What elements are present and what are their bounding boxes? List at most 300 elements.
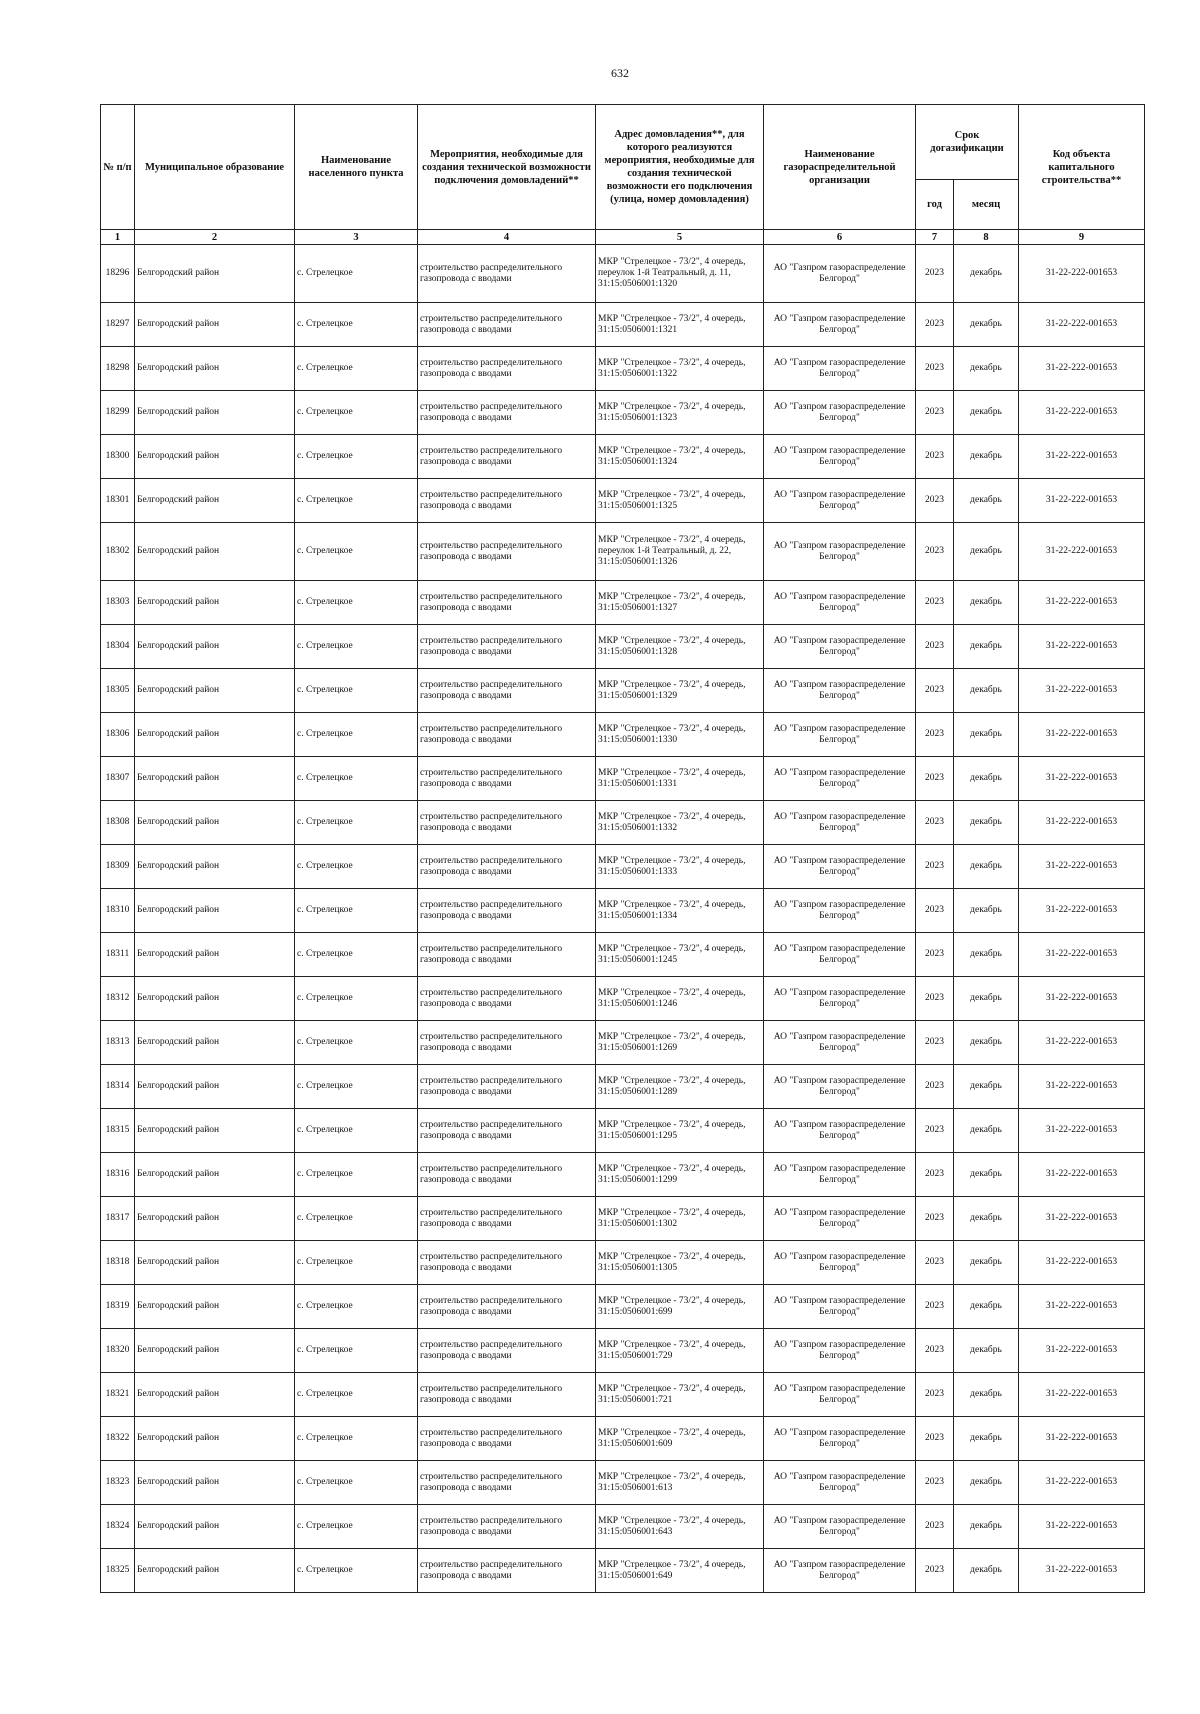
- measures-cell: строительство распределительного газопровода с вводами: [418, 245, 596, 303]
- address-cell: МКР "Стрелецкое - 73/2", 4 очередь, 31:15:0506001:1329: [596, 669, 764, 713]
- measures-cell: строительство распределительного газопровода с вводами: [418, 1505, 596, 1549]
- header-month: месяц: [954, 180, 1019, 230]
- year-cell: 2023: [916, 801, 954, 845]
- address-cell: МКР "Стрелецкое - 73/2", 4 очередь, 31:15:0506001:1246: [596, 977, 764, 1021]
- municipality-cell: Белгородский район: [135, 669, 295, 713]
- address-cell: МКР "Стрелецкое - 73/2", 4 очередь, переулок 1-й Театральный, д. 11, 31:15:0506001:1320: [596, 245, 764, 303]
- row-number: 18318: [101, 1241, 135, 1285]
- measures-cell: строительство распределительного газопровода с вводами: [418, 1549, 596, 1593]
- organization-cell: АО "Газпром газораспределение Белгород": [764, 1373, 916, 1417]
- address-cell: МКР "Стрелецкое - 73/2", 4 очередь, 31:15:0506001:729: [596, 1329, 764, 1373]
- organization-cell: АО "Газпром газораспределение Белгород": [764, 303, 916, 347]
- address-cell: МКР "Стрелецкое - 73/2", 4 очередь, 31:15:0506001:1305: [596, 1241, 764, 1285]
- month-cell: декабрь: [954, 391, 1019, 435]
- table-row: [101, 1373, 1145, 1417]
- month-cell: декабрь: [954, 801, 1019, 845]
- month-cell: декабрь: [954, 1241, 1019, 1285]
- measures-cell: строительство распределительного газопровода с вводами: [418, 757, 596, 801]
- municipality-cell: Белгородский район: [135, 757, 295, 801]
- column-number: 2: [135, 230, 295, 245]
- organization-cell: АО "Газпром газораспределение Белгород": [764, 245, 916, 303]
- year-cell: 2023: [916, 1241, 954, 1285]
- table-row: [101, 1065, 1145, 1109]
- municipality-cell: Белгородский район: [135, 1109, 295, 1153]
- organization-cell: АО "Газпром газораспределение Белгород": [764, 1065, 916, 1109]
- organization-cell: АО "Газпром газораспределение Белгород": [764, 347, 916, 391]
- address-cell: МКР "Стрелецкое - 73/2", 4 очередь, 31:15:0506001:1334: [596, 889, 764, 933]
- header-address: Адрес домовладения**, для которого реализуются мероприятия, необходимые для создания технической возможности его подключения (улица, номер домовладения): [596, 105, 764, 230]
- row-number: 18296: [101, 245, 135, 303]
- month-cell: декабрь: [954, 1153, 1019, 1197]
- municipality-cell: Белгородский район: [135, 1373, 295, 1417]
- code-cell: 31-22-222-001653: [1019, 669, 1145, 713]
- row-number: 18324: [101, 1505, 135, 1549]
- table-row: [101, 977, 1145, 1021]
- measures-cell: строительство распределительного газопровода с вводами: [418, 1461, 596, 1505]
- table-row: [101, 581, 1145, 625]
- code-cell: 31-22-222-001653: [1019, 713, 1145, 757]
- address-cell: МКР "Стрелецкое - 73/2", 4 очередь, 31:15:0506001:1289: [596, 1065, 764, 1109]
- organization-cell: АО "Газпром газораспределение Белгород": [764, 1417, 916, 1461]
- address-cell: МКР "Стрелецкое - 73/2", 4 очередь, 31:15:0506001:1324: [596, 435, 764, 479]
- code-cell: 31-22-222-001653: [1019, 1109, 1145, 1153]
- settlement-cell: с. Стрелецкое: [295, 1417, 418, 1461]
- code-cell: 31-22-222-001653: [1019, 1153, 1145, 1197]
- year-cell: 2023: [916, 845, 954, 889]
- address-cell: МКР "Стрелецкое - 73/2", 4 очередь, 31:15:0506001:1299: [596, 1153, 764, 1197]
- organization-cell: АО "Газпром газораспределение Белгород": [764, 1197, 916, 1241]
- table-body: [101, 245, 1145, 1593]
- settlement-cell: с. Стрелецкое: [295, 1373, 418, 1417]
- row-number: 18325: [101, 1549, 135, 1593]
- municipality-cell: Белгородский район: [135, 391, 295, 435]
- row-number: 18307: [101, 757, 135, 801]
- municipality-cell: Белгородский район: [135, 303, 295, 347]
- settlement-cell: с. Стрелецкое: [295, 1241, 418, 1285]
- table-row: [101, 669, 1145, 713]
- table-row: [101, 435, 1145, 479]
- address-cell: МКР "Стрелецкое - 73/2", 4 очередь, 31:15:0506001:1325: [596, 479, 764, 523]
- organization-cell: АО "Газпром газораспределение Белгород": [764, 933, 916, 977]
- table-row: [101, 713, 1145, 757]
- settlement-cell: с. Стрелецкое: [295, 1549, 418, 1593]
- month-cell: декабрь: [954, 669, 1019, 713]
- address-cell: МКР "Стрелецкое - 73/2", 4 очередь, переулок 1-й Театральный, д. 22, 31:15:0506001:1326: [596, 523, 764, 581]
- month-cell: декабрь: [954, 1109, 1019, 1153]
- table-row: [101, 1109, 1145, 1153]
- measures-cell: строительство распределительного газопровода с вводами: [418, 1285, 596, 1329]
- year-cell: 2023: [916, 1109, 954, 1153]
- address-cell: МКР "Стрелецкое - 73/2", 4 очередь, 31:15:0506001:699: [596, 1285, 764, 1329]
- address-cell: МКР "Стрелецкое - 73/2", 4 очередь, 31:15:0506001:1331: [596, 757, 764, 801]
- table-row: [101, 1549, 1145, 1593]
- settlement-cell: с. Стрелецкое: [295, 523, 418, 581]
- organization-cell: АО "Газпром газораспределение Белгород": [764, 1109, 916, 1153]
- table-row: [101, 757, 1145, 801]
- municipality-cell: Белгородский район: [135, 245, 295, 303]
- year-cell: 2023: [916, 1329, 954, 1373]
- address-cell: МКР "Стрелецкое - 73/2", 4 очередь, 31:15:0506001:609: [596, 1417, 764, 1461]
- row-number: 18299: [101, 391, 135, 435]
- column-number: 8: [954, 230, 1019, 245]
- row-number: 18315: [101, 1109, 135, 1153]
- row-number: 18321: [101, 1373, 135, 1417]
- table-row: [101, 391, 1145, 435]
- code-cell: 31-22-222-001653: [1019, 845, 1145, 889]
- municipality-cell: Белгородский район: [135, 1329, 295, 1373]
- year-cell: 2023: [916, 1197, 954, 1241]
- row-number: 18311: [101, 933, 135, 977]
- code-cell: 31-22-222-001653: [1019, 757, 1145, 801]
- address-cell: МКР "Стрелецкое - 73/2", 4 очередь, 31:15:0506001:649: [596, 1549, 764, 1593]
- organization-cell: АО "Газпром газораспределение Белгород": [764, 1153, 916, 1197]
- settlement-cell: с. Стрелецкое: [295, 479, 418, 523]
- measures-cell: строительство распределительного газопровода с вводами: [418, 713, 596, 757]
- measures-cell: строительство распределительного газопровода с вводами: [418, 347, 596, 391]
- month-cell: декабрь: [954, 1065, 1019, 1109]
- row-number: 18316: [101, 1153, 135, 1197]
- code-cell: 31-22-222-001653: [1019, 933, 1145, 977]
- municipality-cell: Белгородский район: [135, 1549, 295, 1593]
- settlement-cell: с. Стрелецкое: [295, 347, 418, 391]
- measures-cell: строительство распределительного газопровода с вводами: [418, 1417, 596, 1461]
- row-number: 18317: [101, 1197, 135, 1241]
- row-number: 18314: [101, 1065, 135, 1109]
- organization-cell: АО "Газпром газораспределение Белгород": [764, 1329, 916, 1373]
- header-measures: Мероприятия, необходимые для создания технической возможности подключения домовладений**: [418, 105, 596, 230]
- table-row: [101, 523, 1145, 581]
- settlement-cell: с. Стрелецкое: [295, 1461, 418, 1505]
- code-cell: 31-22-222-001653: [1019, 625, 1145, 669]
- organization-cell: АО "Газпром газораспределение Белгород": [764, 1241, 916, 1285]
- settlement-cell: с. Стрелецкое: [295, 845, 418, 889]
- header-organization: Наименование газораспределительной организации: [764, 105, 916, 230]
- code-cell: 31-22-222-001653: [1019, 1417, 1145, 1461]
- settlement-cell: с. Стрелецкое: [295, 581, 418, 625]
- settlement-cell: с. Стрелецкое: [295, 391, 418, 435]
- header-year: год: [916, 180, 954, 230]
- organization-cell: АО "Газпром газораспределение Белгород": [764, 581, 916, 625]
- municipality-cell: Белгородский район: [135, 435, 295, 479]
- municipality-cell: Белгородский район: [135, 1417, 295, 1461]
- year-cell: 2023: [916, 625, 954, 669]
- code-cell: 31-22-222-001653: [1019, 1285, 1145, 1329]
- year-cell: 2023: [916, 757, 954, 801]
- measures-cell: строительство распределительного газопровода с вводами: [418, 845, 596, 889]
- address-cell: МКР "Стрелецкое - 73/2", 4 очередь, 31:15:0506001:1330: [596, 713, 764, 757]
- table-row: [101, 1417, 1145, 1461]
- organization-cell: АО "Газпром газораспределение Белгород": [764, 1285, 916, 1329]
- table-row: [101, 625, 1145, 669]
- month-cell: декабрь: [954, 625, 1019, 669]
- year-cell: 2023: [916, 669, 954, 713]
- row-number: 18303: [101, 581, 135, 625]
- year-cell: 2023: [916, 713, 954, 757]
- address-cell: МКР "Стрелецкое - 73/2", 4 очередь, 31:15:0506001:1321: [596, 303, 764, 347]
- row-number: 18304: [101, 625, 135, 669]
- settlement-cell: с. Стрелецкое: [295, 1109, 418, 1153]
- month-cell: декабрь: [954, 303, 1019, 347]
- code-cell: 31-22-222-001653: [1019, 581, 1145, 625]
- month-cell: декабрь: [954, 1197, 1019, 1241]
- measures-cell: строительство распределительного газопровода с вводами: [418, 933, 596, 977]
- page-number: 632: [611, 66, 629, 80]
- year-cell: 2023: [916, 1461, 954, 1505]
- row-number: 18300: [101, 435, 135, 479]
- table-row: [101, 1021, 1145, 1065]
- settlement-cell: с. Стрелецкое: [295, 713, 418, 757]
- municipality-cell: Белгородский район: [135, 523, 295, 581]
- measures-cell: строительство распределительного газопровода с вводами: [418, 1329, 596, 1373]
- month-cell: декабрь: [954, 845, 1019, 889]
- municipality-cell: Белгородский район: [135, 1197, 295, 1241]
- organization-cell: АО "Газпром газораспределение Белгород": [764, 1505, 916, 1549]
- month-cell: декабрь: [954, 1021, 1019, 1065]
- header-municipality: Муниципальное образование: [135, 105, 295, 230]
- code-cell: 31-22-222-001653: [1019, 1065, 1145, 1109]
- month-cell: декабрь: [954, 889, 1019, 933]
- measures-cell: строительство распределительного газопровода с вводами: [418, 523, 596, 581]
- table-row: [101, 303, 1145, 347]
- row-number: 18312: [101, 977, 135, 1021]
- year-cell: 2023: [916, 1417, 954, 1461]
- measures-cell: строительство распределительного газопровода с вводами: [418, 1109, 596, 1153]
- table-row: [101, 1153, 1145, 1197]
- settlement-cell: с. Стрелецкое: [295, 625, 418, 669]
- settlement-cell: с. Стрелецкое: [295, 1021, 418, 1065]
- municipality-cell: Белгородский район: [135, 845, 295, 889]
- column-numbers-row: [101, 230, 1145, 245]
- organization-cell: АО "Газпром газораспределение Белгород": [764, 889, 916, 933]
- municipality-cell: Белгородский район: [135, 1021, 295, 1065]
- code-cell: 31-22-222-001653: [1019, 347, 1145, 391]
- year-cell: 2023: [916, 1285, 954, 1329]
- organization-cell: АО "Газпром газораспределение Белгород": [764, 801, 916, 845]
- column-number: 1: [101, 230, 135, 245]
- month-cell: декабрь: [954, 757, 1019, 801]
- code-cell: 31-22-222-001653: [1019, 1329, 1145, 1373]
- settlement-cell: с. Стрелецкое: [295, 435, 418, 479]
- table-row: [101, 933, 1145, 977]
- table-row: [101, 245, 1145, 303]
- row-number: 18302: [101, 523, 135, 581]
- settlement-cell: с. Стрелецкое: [295, 1329, 418, 1373]
- gasification-table: [100, 104, 1145, 1593]
- code-cell: 31-22-222-001653: [1019, 1021, 1145, 1065]
- address-cell: МКР "Стрелецкое - 73/2", 4 очередь, 31:15:0506001:643: [596, 1505, 764, 1549]
- month-cell: декабрь: [954, 1505, 1019, 1549]
- month-cell: декабрь: [954, 347, 1019, 391]
- address-cell: МКР "Стрелецкое - 73/2", 4 очередь, 31:15:0506001:1322: [596, 347, 764, 391]
- year-cell: 2023: [916, 245, 954, 303]
- municipality-cell: Белгородский район: [135, 581, 295, 625]
- organization-cell: АО "Газпром газораспределение Белгород": [764, 1021, 916, 1065]
- row-number: 18297: [101, 303, 135, 347]
- address-cell: МКР "Стрелецкое - 73/2", 4 очередь, 31:15:0506001:1245: [596, 933, 764, 977]
- column-number: 4: [418, 230, 596, 245]
- settlement-cell: с. Стрелецкое: [295, 1197, 418, 1241]
- row-number: 18310: [101, 889, 135, 933]
- settlement-cell: с. Стрелецкое: [295, 757, 418, 801]
- year-cell: 2023: [916, 1153, 954, 1197]
- address-cell: МКР "Стрелецкое - 73/2", 4 очередь, 31:15:0506001:1327: [596, 581, 764, 625]
- year-cell: 2023: [916, 977, 954, 1021]
- year-cell: 2023: [916, 523, 954, 581]
- measures-cell: строительство распределительного газопровода с вводами: [418, 1241, 596, 1285]
- address-cell: МКР "Стрелецкое - 73/2", 4 очередь, 31:15:0506001:1295: [596, 1109, 764, 1153]
- measures-cell: строительство распределительного газопровода с вводами: [418, 801, 596, 845]
- table-row: [101, 1505, 1145, 1549]
- organization-cell: АО "Газпром газораспределение Белгород": [764, 391, 916, 435]
- column-number: 7: [916, 230, 954, 245]
- organization-cell: АО "Газпром газораспределение Белгород": [764, 757, 916, 801]
- year-cell: 2023: [916, 1549, 954, 1593]
- measures-cell: строительство распределительного газопровода с вводами: [418, 581, 596, 625]
- row-number: 18308: [101, 801, 135, 845]
- address-cell: МКР "Стрелецкое - 73/2", 4 очередь, 31:15:0506001:1269: [596, 1021, 764, 1065]
- code-cell: 31-22-222-001653: [1019, 889, 1145, 933]
- year-cell: 2023: [916, 479, 954, 523]
- measures-cell: строительство распределительного газопровода с вводами: [418, 1373, 596, 1417]
- table-row: [101, 1285, 1145, 1329]
- organization-cell: АО "Газпром газораспределение Белгород": [764, 1461, 916, 1505]
- measures-cell: строительство распределительного газопровода с вводами: [418, 625, 596, 669]
- code-cell: 31-22-222-001653: [1019, 435, 1145, 479]
- month-cell: декабрь: [954, 1373, 1019, 1417]
- organization-cell: АО "Газпром газораспределение Белгород": [764, 523, 916, 581]
- row-number: 18306: [101, 713, 135, 757]
- month-cell: декабрь: [954, 1461, 1019, 1505]
- month-cell: декабрь: [954, 977, 1019, 1021]
- month-cell: декабрь: [954, 933, 1019, 977]
- year-cell: 2023: [916, 581, 954, 625]
- measures-cell: строительство распределительного газопровода с вводами: [418, 669, 596, 713]
- address-cell: МКР "Стрелецкое - 73/2", 4 очередь, 31:15:0506001:1302: [596, 1197, 764, 1241]
- month-cell: декабрь: [954, 1285, 1019, 1329]
- organization-cell: АО "Газпром газораспределение Белгород": [764, 977, 916, 1021]
- month-cell: декабрь: [954, 435, 1019, 479]
- code-cell: 31-22-222-001653: [1019, 1373, 1145, 1417]
- table-row: [101, 347, 1145, 391]
- row-number: 18323: [101, 1461, 135, 1505]
- organization-cell: АО "Газпром газораспределение Белгород": [764, 845, 916, 889]
- table-row: [101, 1197, 1145, 1241]
- table-row: [101, 479, 1145, 523]
- measures-cell: строительство распределительного газопровода с вводами: [418, 479, 596, 523]
- municipality-cell: Белгородский район: [135, 933, 295, 977]
- measures-cell: строительство распределительного газопровода с вводами: [418, 435, 596, 479]
- column-number: 9: [1019, 230, 1145, 245]
- row-number: 18322: [101, 1417, 135, 1461]
- month-cell: декабрь: [954, 479, 1019, 523]
- municipality-cell: Белгородский район: [135, 977, 295, 1021]
- settlement-cell: с. Стрелецкое: [295, 977, 418, 1021]
- municipality-cell: Белгородский район: [135, 801, 295, 845]
- header-settlement: Наименование населенного пункта: [295, 105, 418, 230]
- municipality-cell: Белгородский район: [135, 1505, 295, 1549]
- organization-cell: АО "Газпром газораспределение Белгород": [764, 479, 916, 523]
- year-cell: 2023: [916, 435, 954, 479]
- year-cell: 2023: [916, 889, 954, 933]
- organization-cell: АО "Газпром газораспределение Белгород": [764, 669, 916, 713]
- settlement-cell: с. Стрелецкое: [295, 801, 418, 845]
- table-row: [101, 1461, 1145, 1505]
- code-cell: 31-22-222-001653: [1019, 245, 1145, 303]
- year-cell: 2023: [916, 1505, 954, 1549]
- year-cell: 2023: [916, 1373, 954, 1417]
- municipality-cell: Белгородский район: [135, 625, 295, 669]
- municipality-cell: Белгородский район: [135, 1065, 295, 1109]
- month-cell: декабрь: [954, 1549, 1019, 1593]
- month-cell: декабрь: [954, 523, 1019, 581]
- row-number: 18319: [101, 1285, 135, 1329]
- year-cell: 2023: [916, 1065, 954, 1109]
- month-cell: декабрь: [954, 245, 1019, 303]
- column-number: 6: [764, 230, 916, 245]
- table-row: [101, 845, 1145, 889]
- code-cell: 31-22-222-001653: [1019, 391, 1145, 435]
- settlement-cell: с. Стрелецкое: [295, 1153, 418, 1197]
- code-cell: 31-22-222-001653: [1019, 523, 1145, 581]
- settlement-cell: с. Стрелецкое: [295, 669, 418, 713]
- year-cell: 2023: [916, 347, 954, 391]
- row-number: 18309: [101, 845, 135, 889]
- code-cell: 31-22-222-001653: [1019, 801, 1145, 845]
- code-cell: 31-22-222-001653: [1019, 1241, 1145, 1285]
- municipality-cell: Белгородский район: [135, 1285, 295, 1329]
- measures-cell: строительство распределительного газопровода с вводами: [418, 303, 596, 347]
- table-row: [101, 1241, 1145, 1285]
- code-cell: 31-22-222-001653: [1019, 1197, 1145, 1241]
- measures-cell: строительство распределительного газопровода с вводами: [418, 1153, 596, 1197]
- year-cell: 2023: [916, 391, 954, 435]
- address-cell: МКР "Стрелецкое - 73/2", 4 очередь, 31:15:0506001:613: [596, 1461, 764, 1505]
- row-number: 18313: [101, 1021, 135, 1065]
- code-cell: 31-22-222-001653: [1019, 303, 1145, 347]
- address-cell: МКР "Стрелецкое - 73/2", 4 очередь, 31:15:0506001:721: [596, 1373, 764, 1417]
- settlement-cell: с. Стрелецкое: [295, 1065, 418, 1109]
- row-number: 18301: [101, 479, 135, 523]
- row-number: 18305: [101, 669, 135, 713]
- code-cell: 31-22-222-001653: [1019, 1505, 1145, 1549]
- column-number: 5: [596, 230, 764, 245]
- address-cell: МКР "Стрелецкое - 73/2", 4 очередь, 31:15:0506001:1323: [596, 391, 764, 435]
- address-cell: МКР "Стрелецкое - 73/2", 4 очередь, 31:15:0506001:1332: [596, 801, 764, 845]
- settlement-cell: с. Стрелецкое: [295, 1505, 418, 1549]
- year-cell: 2023: [916, 933, 954, 977]
- organization-cell: АО "Газпром газораспределение Белгород": [764, 625, 916, 669]
- header-num: № п/п: [101, 105, 135, 230]
- municipality-cell: Белгородский район: [135, 1461, 295, 1505]
- address-cell: МКР "Стрелецкое - 73/2", 4 очередь, 31:15:0506001:1328: [596, 625, 764, 669]
- measures-cell: строительство распределительного газопровода с вводами: [418, 391, 596, 435]
- settlement-cell: с. Стрелецкое: [295, 889, 418, 933]
- organization-cell: АО "Газпром газораспределение Белгород": [764, 713, 916, 757]
- municipality-cell: Белгородский район: [135, 1241, 295, 1285]
- measures-cell: строительство распределительного газопровода с вводами: [418, 1021, 596, 1065]
- code-cell: 31-22-222-001653: [1019, 977, 1145, 1021]
- code-cell: 31-22-222-001653: [1019, 479, 1145, 523]
- measures-cell: строительство распределительного газопровода с вводами: [418, 1197, 596, 1241]
- measures-cell: строительство распределительного газопровода с вводами: [418, 1065, 596, 1109]
- measures-cell: строительство распределительного газопровода с вводами: [418, 977, 596, 1021]
- settlement-cell: с. Стрелецкое: [295, 245, 418, 303]
- month-cell: декабрь: [954, 1329, 1019, 1373]
- settlement-cell: с. Стрелецкое: [295, 933, 418, 977]
- municipality-cell: Белгородский район: [135, 347, 295, 391]
- table-row: [101, 801, 1145, 845]
- address-cell: МКР "Стрелецкое - 73/2", 4 очередь, 31:15:0506001:1333: [596, 845, 764, 889]
